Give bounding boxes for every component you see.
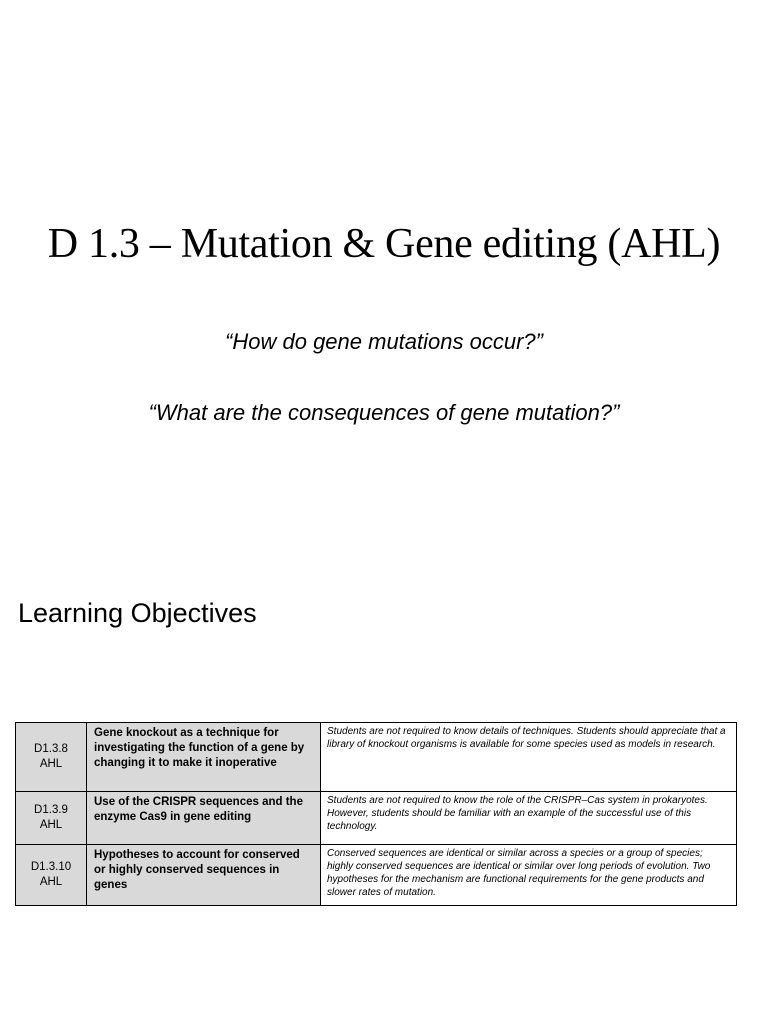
objective-topic: Hypotheses to account for conserved or highly conserved sequences in genes (87, 845, 321, 906)
objective-code-cell (16, 792, 87, 845)
table-row (16, 845, 737, 906)
learning-objectives-heading: Learning Objectives (18, 598, 257, 628)
objective-level: AHL (39, 758, 63, 770)
objective-guidance: Conserved sequences are identical or similar across a species or a group of species; highly conserved sequences are identical or similar over long periods of evolution. Two hypotheses for the mechanism are functional requirements for the gene products and slower rates of mutation. (321, 845, 737, 906)
objective-level: AHL (39, 819, 63, 831)
objective-guidance: Students are not required to know details of techniques. Students should appreciate that a library of knockout organisms is available for some species used as models in research. (321, 723, 737, 792)
objective-topic: Gene knockout as a technique for investigating the function of a gene by changing it to make it inoperative (87, 723, 321, 792)
objective-code-cell (16, 845, 87, 906)
objective-code-cell (16, 723, 87, 792)
objective-code: D1.3.10 (30, 861, 72, 873)
table-row (16, 723, 737, 792)
page-title: D 1.3 – Mutation & Gene editing (AHL) (47, 221, 721, 267)
guiding-question-2: “What are the consequences of gene mutation?” (148, 400, 620, 425)
objective-guidance: Students are not required to know the role of the CRISPR–Cas system in prokaryotes. However, students should be familiar with an example of the successful use of this technology. (321, 792, 737, 845)
objective-code: D1.3.9 (34, 804, 68, 816)
objective-code: D1.3.8 (34, 743, 68, 755)
guiding-question-1: “How do gene mutations occur?” (225, 329, 543, 354)
learning-objectives-table (15, 722, 737, 906)
objective-level: AHL (39, 876, 63, 888)
table-row (16, 792, 737, 845)
objective-topic: Use of the CRISPR sequences and the enzyme Cas9 in gene editing (87, 792, 321, 845)
